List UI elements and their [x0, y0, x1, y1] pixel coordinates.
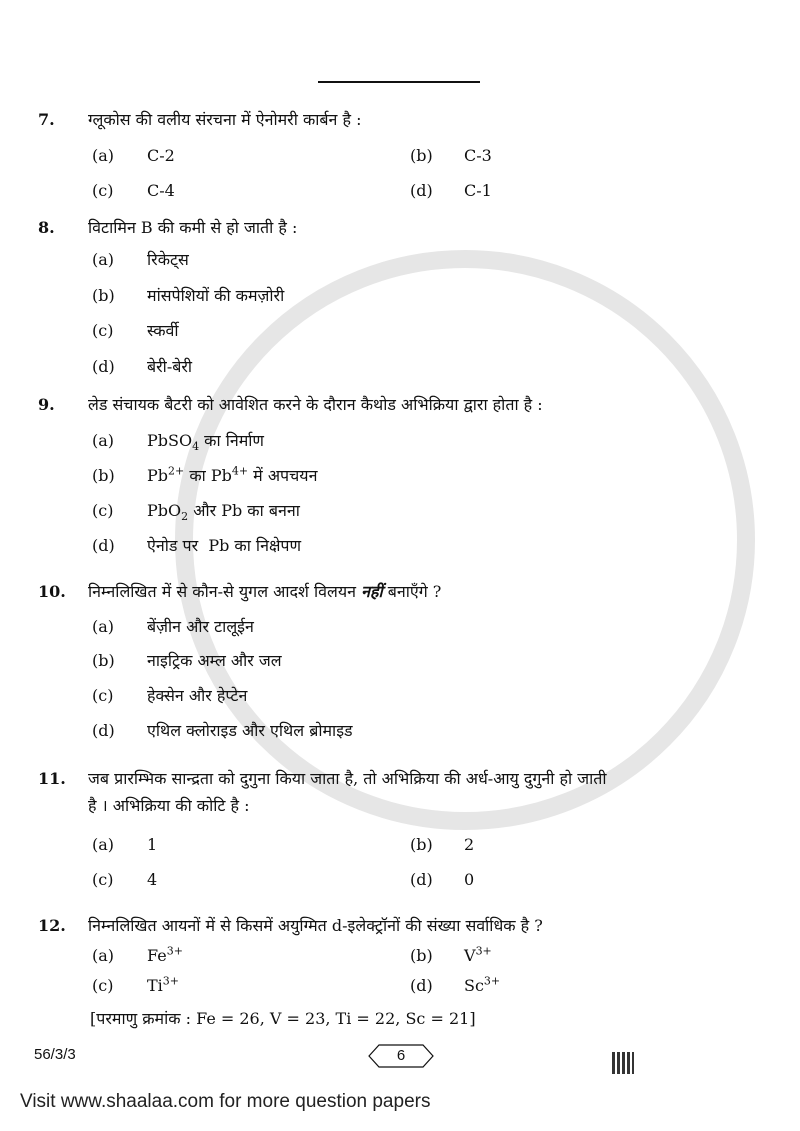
- option-text: $Ti^{3+}$: [147, 974, 180, 995]
- question-text: ग्लूकोस की वलीय संरचना में ऐनोमरी कार्बन है :: [88, 110, 362, 129]
- option-text: $Pb^{2+}$ का $Pb^{4+}$ में अपचयन: [147, 464, 318, 485]
- option-label: (d): [410, 181, 433, 200]
- option-text: C-2: [147, 146, 175, 165]
- question-text: लेड संचायक बैटरी को आवेशित करने के दौरान कैथोड अभिक्रिया द्वारा होता है :: [88, 395, 543, 414]
- question-number: 11.: [38, 769, 66, 788]
- option-text: 1: [147, 835, 158, 854]
- page-number: 6: [396, 1047, 406, 1064]
- atomic-number-note: [परमाणु क्रमांक : Fe = 26, V = 23, Ti = 22, Sc = 21]: [90, 1009, 476, 1028]
- option-label: (d): [92, 357, 115, 376]
- option-text: C-4: [147, 181, 175, 200]
- question-text: निम्नलिखित में से कौन-से युगल आदर्श विलयन नहीं बनाएँगे ?: [88, 582, 442, 601]
- option-label: (b): [410, 835, 433, 854]
- option-label: (b): [410, 146, 433, 165]
- option-text: एथिल क्लोराइड और एथिल ब्रोमाइड: [147, 721, 353, 740]
- option-text: $Fe^{3+}$: [147, 944, 183, 965]
- option-label: (d): [92, 536, 115, 555]
- option-label: (b): [410, 946, 433, 965]
- question-text: विटामिन B की कमी से हो जाती है :: [88, 218, 298, 237]
- option-label: (c): [92, 686, 114, 705]
- option-label: (c): [92, 976, 114, 995]
- option-label: (a): [92, 946, 115, 965]
- qr-code-icon: [612, 1052, 634, 1074]
- option-text: हेक्सेन और हेप्टेन: [147, 686, 248, 705]
- option-label: (b): [92, 286, 115, 305]
- option-label: (a): [92, 835, 115, 854]
- option-text: रिकेट्स: [147, 250, 189, 269]
- question-number: 9.: [38, 395, 55, 414]
- question-number: 10.: [38, 582, 66, 601]
- option-label: (b): [92, 651, 115, 670]
- option-text: PbSO$_4$ का निर्माण: [147, 431, 265, 454]
- option-text: ऐनोड पर Pb का निक्षेपण: [147, 536, 302, 555]
- option-text: बेंज़ीन और टालूईन: [147, 617, 254, 636]
- visit-link[interactable]: Visit www.shaalaa.com for more question papers: [20, 1091, 431, 1112]
- option-label: (a): [92, 431, 115, 450]
- option-text: स्कर्वी: [147, 321, 179, 340]
- top-rule: [318, 81, 480, 83]
- option-label: (c): [92, 321, 114, 340]
- question-text: निम्नलिखित आयनों में से किसमें अयुग्मित d-इलेक्ट्रॉनों की संख्या सर्वाधिक है ?: [88, 916, 543, 935]
- option-text: $V^{3+}$: [464, 944, 492, 965]
- option-text: नाइट्रिक अम्ल और जल: [147, 651, 282, 670]
- option-text: 2: [464, 835, 475, 854]
- option-text: $Sc^{3+}$: [464, 974, 501, 995]
- option-label: (d): [410, 870, 433, 889]
- option-text: PbO$_2$ और Pb का बनना: [147, 501, 300, 524]
- option-label: (d): [92, 721, 115, 740]
- option-text: 4: [147, 870, 158, 889]
- option-label: (a): [92, 146, 115, 165]
- option-label: (c): [92, 870, 114, 889]
- option-text: C-1: [464, 181, 492, 200]
- question-number: 7.: [38, 110, 55, 129]
- question-number: 12.: [38, 916, 66, 935]
- option-label: (c): [92, 181, 114, 200]
- option-label: (b): [92, 466, 115, 485]
- option-label: (d): [410, 976, 433, 995]
- question-text-line2: है । अभिक्रिया की कोटि है :: [88, 796, 250, 815]
- question-text: जब प्रारम्भिक सान्द्रता को दुगुना किया जाता है, तो अभिक्रिया की अर्ध-आयु दुगुनी हो जाती: [88, 769, 607, 788]
- option-text: बेरी-बेरी: [147, 357, 193, 376]
- option-label: (c): [92, 501, 114, 520]
- option-label: (a): [92, 617, 115, 636]
- option-text: 0: [464, 870, 475, 889]
- option-text: मांसपेशियों की कमज़ोरी: [147, 286, 285, 305]
- question-number: 8.: [38, 218, 55, 237]
- option-text: C-3: [464, 146, 492, 165]
- option-label: (a): [92, 250, 115, 269]
- paper-code: 56/3/3: [34, 1046, 76, 1063]
